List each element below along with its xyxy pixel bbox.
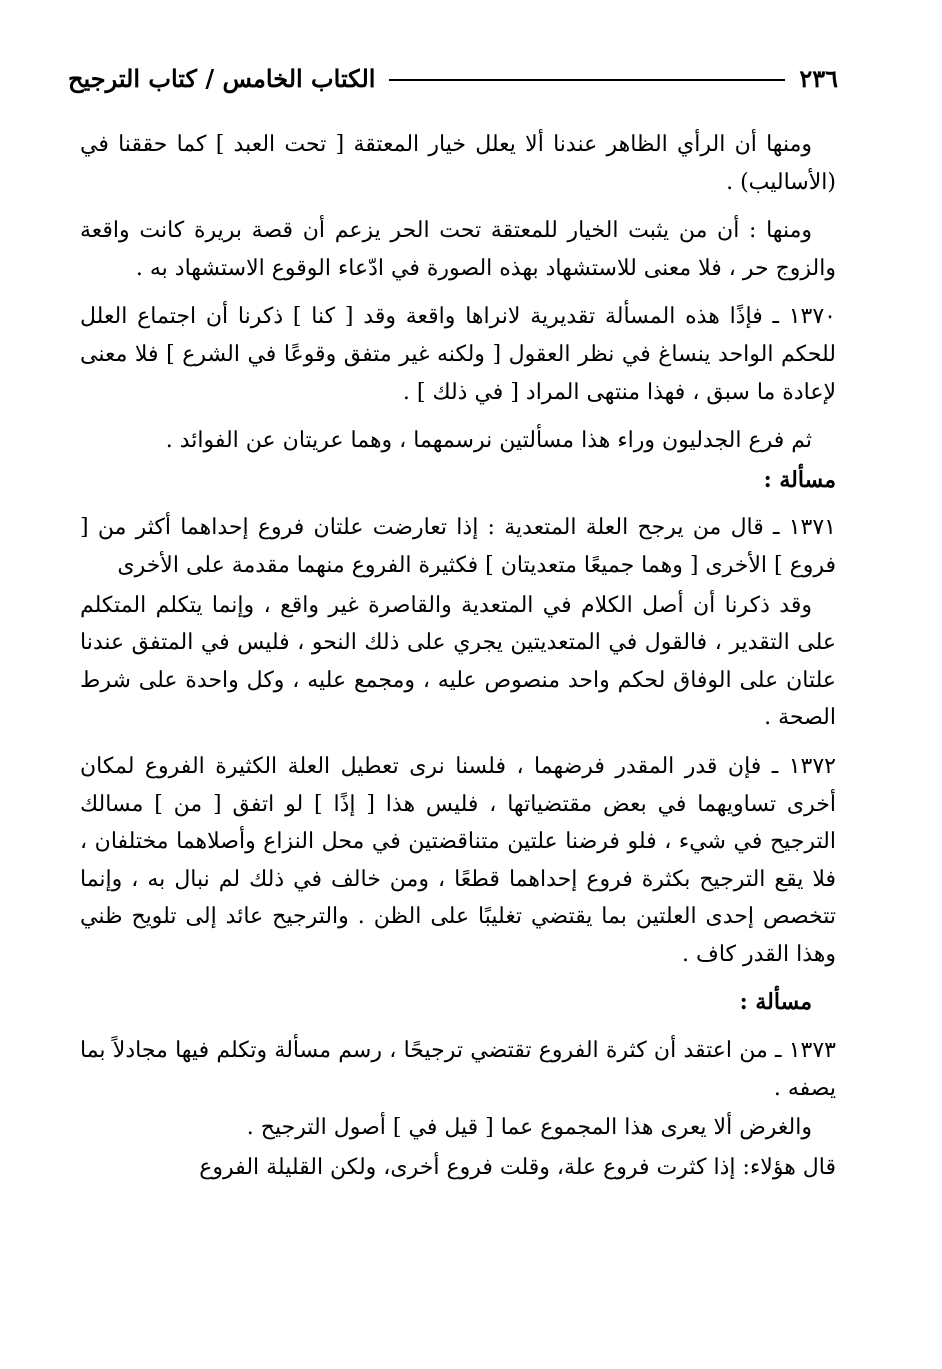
paragraph: ١٣٧٣ ـ من اعتقد أن كثرة الفروع تقتضي ترجيحًا ، رسم مسألة وتكلم فيها مجادلاً بما يصفه . [80,1038,836,1101]
page-number: ٢٣٦ [799,63,838,93]
paragraph: والغرض ألا يعرى هذا المجموع عما [ قيل في ] أصول الترجيح . [246,1115,812,1141]
paragraph: ١٣٧٠ ـ فإذًا هذه المسألة تقديرية لانراها واقعة وقد [ كنا ] ذكرنا أن اجتماع العلل للحكم الواحد ينساغ في نظر العقول [ ولكنه غير متفق وقوعًا في الشرع ] فلا معنى لإعادة ما سبق ، فهذا منتهى المراد [ في ذلك ] . [80,304,836,405]
body-text [80,126,836,1197]
section-heading: مسألة : [739,989,812,1016]
running-header [68,56,838,100]
paragraph: ومنها : أن من يثبت الخيار للمعتقة تحت الحر يزعم أن قصة بريرة كانت واقعة والزوج حر ، فلا معنى للاستشهاد بهذه الصورة في ادّعاء الوقوع الاستشهاد به . [80,218,836,281]
header-rule [389,79,785,81]
running-title: الكتاب الخامس / كتاب الترجيح [68,63,376,93]
paragraph: ومنها أن الرأي الظاهر عندنا ألا يعلل خيار المعتقة [ تحت العبد ] كما حققنا في (الأساليب) . [80,132,836,195]
paragraph: ١٣٧٢ ـ فإن قدر المقدر فرضهما ، فلسنا نرى تعطيل العلة الكثيرة الفروع لمكان أخرى تساويهما في بعض مقتضياتها ، فليس هذا [ إذًا ] لو اتفق [ من ] مسالك الترجيح في شيء ، فلو فرضنا علتين متناقضتين في محل النزاع وأصلاهما مختلفان ، فلا يقع الترجيح بكثرة فروع إحداهما قطعًا ، ومن خالف في ذلك لم نبال به ، وإنما تتخصص إحدى العلتين بما يقتضي تغليبًا على الظن . والترجيح عائد إلى تلويح ظني وهذا القدر كاف . [80,753,836,967]
paragraph: وقد ذكرنا أن أصل الكلام في المتعدية والقاصرة غير واقع ، وإنما يتكلم المتكلم على التقدير ، فالقول في المتعديتين يجري على ذلك النحو ، فليس في المتفق عندنا علتان على الوفاق لحكم واحد منصوص عليه ، ومجمع عليه ، وكل واحدة على شرط الصحة . [80,592,836,731]
paragraph: ثم فرع الجدليون وراء هذا مسألتين نرسمهما ، وهما عريتان عن الفوائد . [165,428,812,454]
section-heading: مسألة : [763,466,836,493]
paragraph: قال هؤلاء: إذا كثرت فروع علة، وقلت فروع أخرى، ولكن القليلة الفروع [199,1154,836,1180]
paragraph: ١٣٧١ ـ قال من يرجح العلة المتعدية : إذا تعارضت علتان فروع إحداهما أكثر من [ فروع ] الأخرى [ وهما جميعًا متعديتان ] فكثيرة الفروع منهما مقدمة على الأخرى [80,515,836,578]
